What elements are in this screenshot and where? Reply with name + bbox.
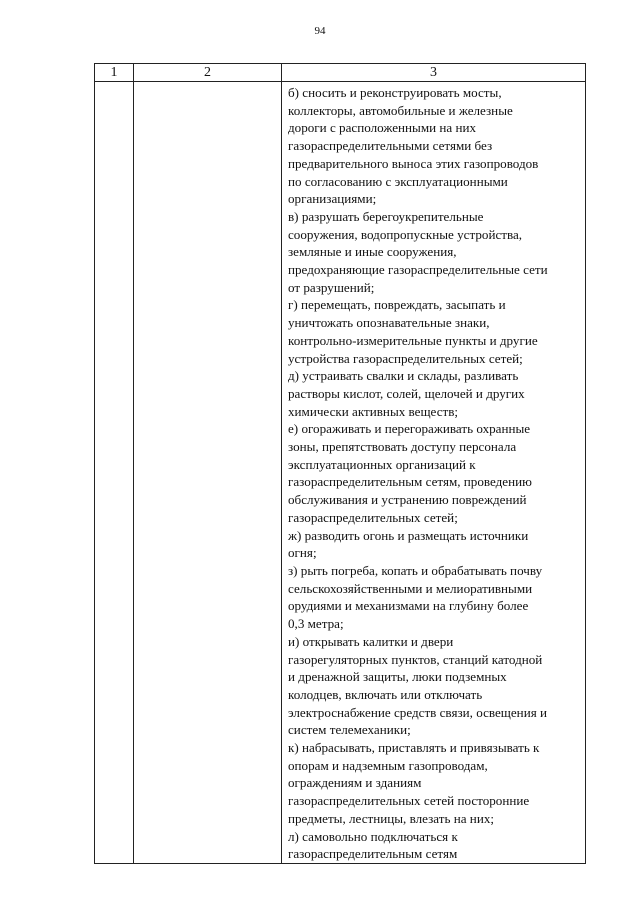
text-line: растворы кислот, солей, щелочей и других bbox=[288, 385, 525, 401]
text-line: орудиями и механизмами на глубину более bbox=[288, 598, 529, 614]
text-line: в) разрушать берегоукрепительные bbox=[288, 208, 484, 224]
text-line: газораспределительных сетей посторонние bbox=[288, 793, 530, 809]
text-line: коллекторы, автомобильные и железные bbox=[288, 102, 513, 118]
text-line: газораспределительных сетей; bbox=[288, 509, 458, 525]
text-line: и) открывать калитки и двери bbox=[288, 633, 454, 649]
text-line: ограждениям и зданиям bbox=[288, 775, 422, 791]
text-line: сельскохозяйственными и мелиоративными bbox=[288, 580, 533, 596]
text-line: земляные и иные сооружения, bbox=[288, 244, 457, 260]
text-line: опорам и надземным газопроводам, bbox=[288, 757, 488, 773]
column-1-cell bbox=[95, 82, 134, 864]
column-3-cell bbox=[282, 82, 586, 864]
text-line: колодцев, включать или отключать bbox=[288, 686, 483, 702]
column-header-2: 2 bbox=[134, 64, 282, 82]
text-line: е) огораживать и перегораживать охранные bbox=[288, 421, 531, 437]
text-line: дороги с расположенными на них bbox=[288, 120, 477, 136]
column-2-cell bbox=[134, 82, 282, 864]
text-line: предохраняющие газораспределительные сети bbox=[288, 262, 548, 278]
text-line: и дренажной защиты, люки подземных bbox=[288, 669, 507, 685]
text-line: химически активных веществ; bbox=[288, 403, 459, 419]
text-line: з) рыть погреба, копать и обрабатывать почву bbox=[288, 562, 543, 578]
text-line: к) набрасывать, приставлять и привязывать к bbox=[288, 740, 540, 756]
text-line: организациями; bbox=[288, 191, 377, 207]
text-line: огня; bbox=[288, 545, 317, 561]
text-line: газораспределительным сетям, проведению bbox=[288, 474, 532, 490]
text-line: предварительного выноса этих газопроводов bbox=[288, 155, 539, 171]
text-line: от разрушений; bbox=[288, 279, 375, 295]
column-header-1: 1 bbox=[95, 64, 134, 82]
text-line: обслуживания и устранению повреждений bbox=[288, 492, 527, 508]
text-line: 0,3 метра; bbox=[288, 616, 344, 632]
text-line: систем телемеханики; bbox=[288, 722, 411, 738]
text-line: газораспределительным сетям bbox=[288, 846, 458, 862]
text-line: ж) разводить огонь и размещать источники bbox=[288, 527, 529, 543]
text-line: г) перемещать, повреждать, засыпать и bbox=[288, 297, 506, 313]
text-line: газораспределительными сетями без bbox=[288, 138, 493, 154]
text-line: д) устраивать свалки и склады, разливать bbox=[288, 368, 519, 384]
prohibitions-text bbox=[282, 82, 585, 863]
text-line: б) сносить и реконструировать мосты, bbox=[288, 85, 502, 100]
text-line: зоны, препятствовать доступу персонала bbox=[288, 439, 517, 455]
table-row bbox=[95, 82, 586, 864]
text-line: газорегуляторных пунктов, станций катодной bbox=[288, 651, 543, 667]
column-header-3: 3 bbox=[282, 64, 586, 82]
text-line: сооружения, водопропускные устройства, bbox=[288, 226, 523, 242]
text-line: эксплуатационных организаций к bbox=[288, 456, 476, 472]
page-number: 94 bbox=[314, 25, 326, 37]
text-line: контрольно-измерительные пункты и другие bbox=[288, 332, 538, 348]
table-header-row bbox=[95, 64, 586, 82]
text-line: устройства газораспределительных сетей; bbox=[288, 350, 523, 366]
text-line: предметы, лестницы, влезать на них; bbox=[288, 810, 495, 826]
text-line: электроснабжение средств связи, освещения и bbox=[288, 704, 548, 720]
document-table bbox=[94, 63, 586, 864]
text-line: л) самовольно подключаться к bbox=[288, 828, 458, 844]
text-line: по согласованию с эксплуатационными bbox=[288, 173, 508, 189]
text-line: уничтожать опознавательные знаки, bbox=[288, 315, 490, 331]
